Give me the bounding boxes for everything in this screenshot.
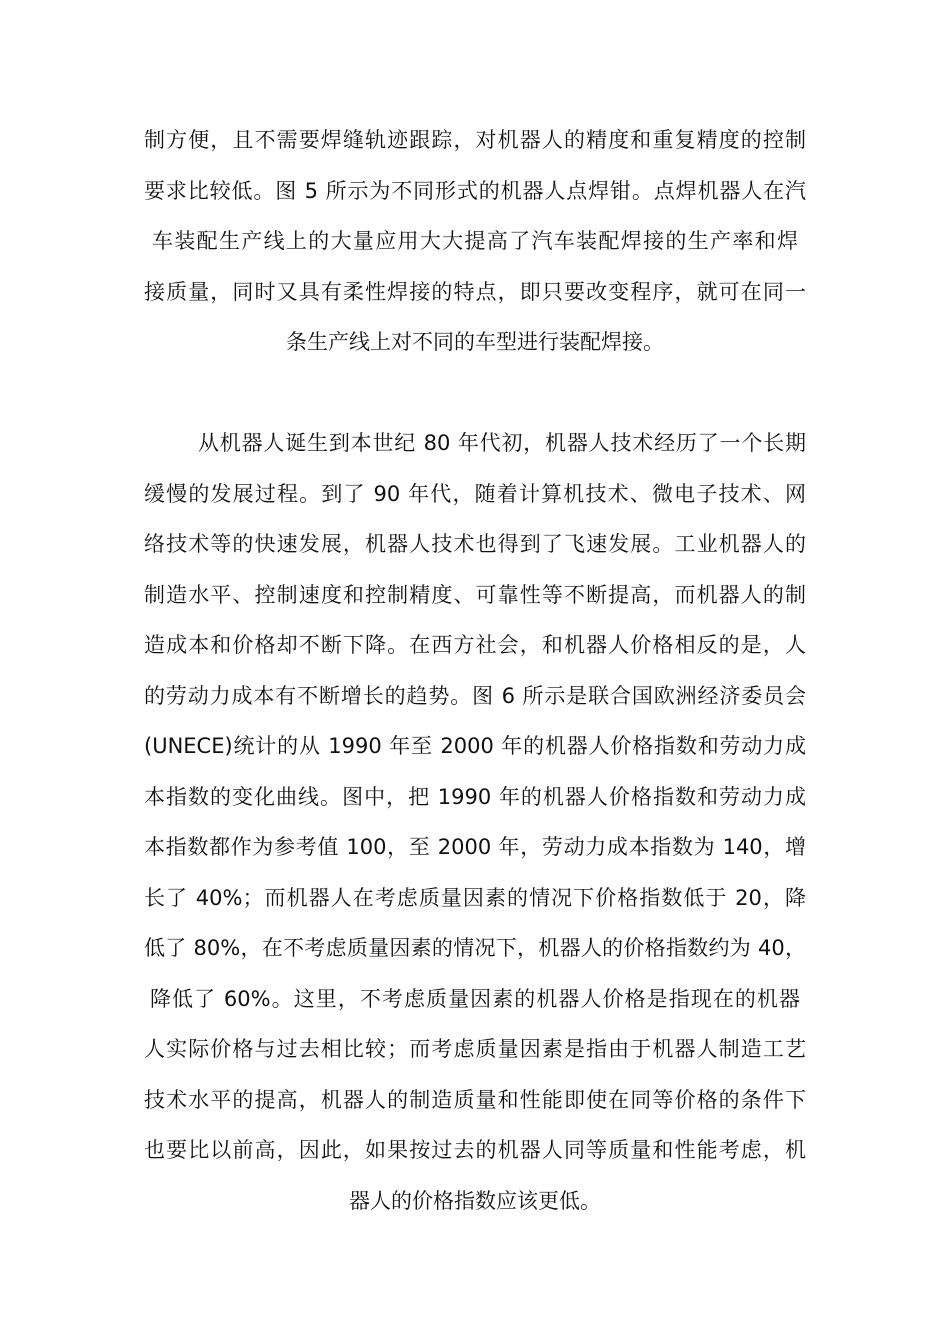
paragraph-2-line-15: 也要比以前高，因此，如果按过去的机器人同等质量和性能考虑，机: [144, 1138, 806, 1162]
paragraph-1-line-3: 车装配生产线上的大量应用大大提高了汽车装配焊接的生产率和焊: [152, 229, 798, 253]
paragraph-2-line-14: 技术水平的提高，机器人的制造质量和性能即使在同等价格的条件下: [144, 1088, 806, 1112]
paragraph-2-line-2: 缓慢的发展过程。到了 90 年代，随着计算机技术、微电子技术、网: [144, 482, 806, 506]
paragraph-2-line-5: 造成本和价格却不断下降。在西方社会，和机器人价格相反的是，人: [144, 633, 806, 657]
paragraph-1-line-1: 制方便，且不需要焊缝轨迹跟踪，对机器人的精度和重复精度的控制: [144, 128, 806, 152]
paragraph-2-line-16: 器人的价格指数应该更低。: [349, 1189, 601, 1213]
paragraph-2-line-4: 制造水平、控制速度和控制精度、可靠性等不断提高，而机器人的制: [144, 583, 806, 607]
paragraph-2-line-13: 人实际价格与过去相比较；而考虑质量因素是指由于机器人制造工艺: [144, 1037, 806, 1061]
paragraph-2-line-7: (UNECE)统计的从 1990 年至 2000 年的机器人价格指数和劳动力成: [144, 734, 806, 758]
paragraph-2-line-1: 从机器人诞生到本世纪 80 年代初，机器人技术经历了一个长期: [198, 431, 806, 455]
paragraph-1-line-2: 要求比较低。图 5 所示为不同形式的机器人点焊钳。点焊机器人在汽: [144, 179, 806, 203]
paragraph-2-line-3: 络技术等的快速发展，机器人技术也得到了飞速发展。工业机器人的: [144, 532, 806, 556]
paragraph-2-line-10: 长了 40%；而机器人在考虑质量因素的情况下价格指数低于 20，降: [144, 886, 806, 910]
paragraph-2-line-6: 的劳动力成本有不断增长的趋势。图 6 所示是联合国欧洲经济委员会: [144, 684, 806, 708]
paragraph-2-line-8: 本指数的变化曲线。图中，把 1990 年的机器人价格指数和劳动力成: [144, 785, 806, 809]
paragraph-1-line-4: 接质量，同时又具有柔性焊接的特点，即只要改变程序，就可在同一: [144, 280, 806, 304]
paragraph-2-line-11: 低了 80%，在不考虑质量因素的情况下，机器人的价格指数约为 40，: [144, 936, 806, 960]
paragraph-2-line-9: 本指数都作为参考值 100，至 2000 年，劳动力成本指数为 140，增: [144, 835, 806, 859]
paragraph-2-line-12: 降低了 60%。这里，不考虑质量因素的机器人价格是指现在的机器: [150, 987, 800, 1011]
paragraph-1-line-5: 条生产线上对不同的车型进行装配焊接。: [286, 330, 664, 354]
